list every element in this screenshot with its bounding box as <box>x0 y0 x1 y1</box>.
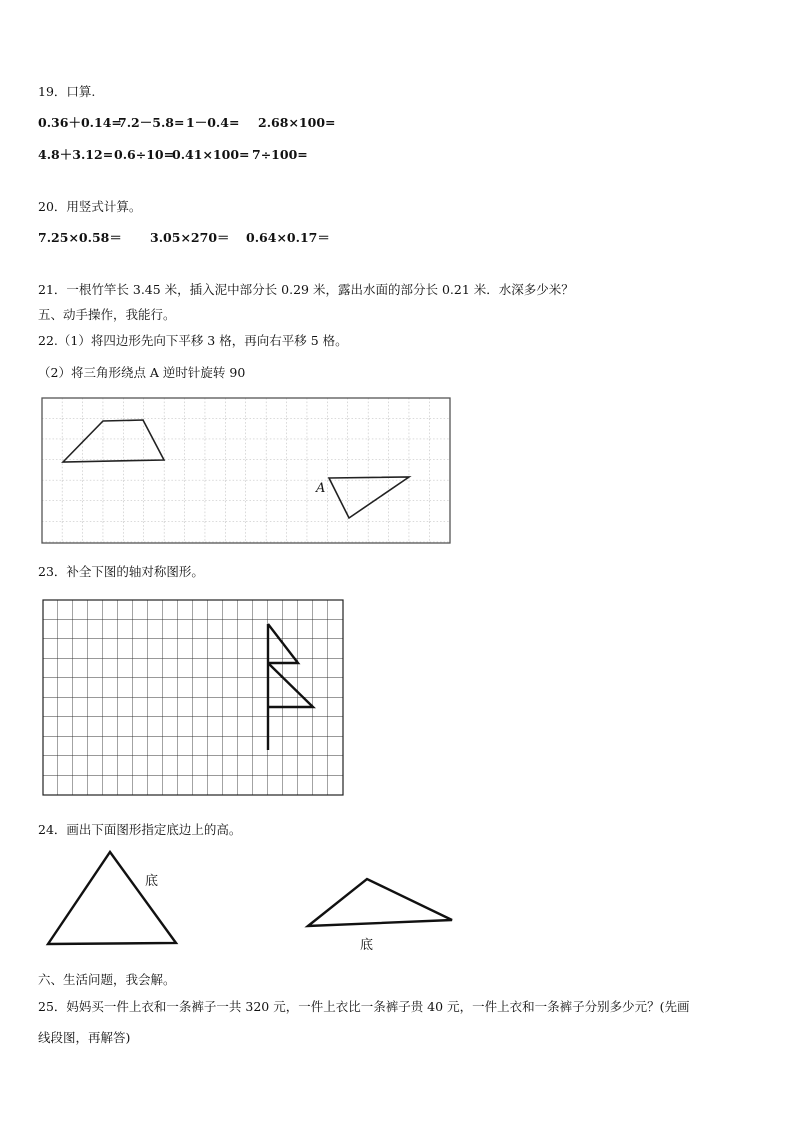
q20-title: 20．用竖式计算。 <box>38 199 142 214</box>
q19-expr-1: 0.36＋0.14= <box>38 115 122 130</box>
point-a-label: A <box>316 481 326 496</box>
section6-heading: 六、生活问题，我会解。 <box>38 972 176 987</box>
q21-text: 21．一根竹竿长 3.45 米，插入泥中部分长 0.29 米，露出水面的部分长 0.21 米．水深多少米？ <box>38 282 574 297</box>
base-label-2: 底 <box>360 938 374 953</box>
q19-title: 19．口算. <box>38 84 96 99</box>
q19-expr-6: 0.6÷10= <box>114 147 175 162</box>
q19-expr-5: 4.8＋3.12= <box>38 147 114 162</box>
q19-expr-3: 1－0.4= <box>186 115 240 130</box>
q19-expr-7: 0.41×100= <box>172 147 250 162</box>
q19-expr-2: 7.2－5.8= <box>118 115 185 130</box>
section5-heading: 五、动手操作，我能行。 <box>38 307 176 322</box>
q20-item-3: 0.64×0.17＝ <box>246 230 330 245</box>
q20-item-2: 3.05×270＝ <box>150 230 230 245</box>
q20-item-1: 7.25×0.58＝ <box>38 230 122 245</box>
q22-text-2: （2）将三角形绕点 A 逆时针旋转 90 <box>38 365 246 380</box>
triangle-1-shape <box>48 852 176 944</box>
q25-text-line-2: 线段图，再解答) <box>38 1030 131 1045</box>
q19-expr-8: 7÷100= <box>252 147 308 162</box>
triangle-2-shape <box>308 879 452 926</box>
q23-title: 23．补全下图的轴对称图形。 <box>38 564 204 579</box>
q25-text-line-1: 25．妈妈买一件上衣和一条裤子一共 320 元，一件上衣比一条裤子贵 40 元，一件上衣和一条裤子分别多少元？(先画 <box>38 999 690 1014</box>
q22-text-1: 22.（1）将四边形先向下平移 3 格，再向右平移 5 格。 <box>38 333 348 348</box>
base-label-1: 底 <box>145 874 159 889</box>
q19-expr-4: 2.68×100= <box>258 115 336 130</box>
q24-title: 24．画出下面图形指定底边上的高。 <box>38 822 242 837</box>
